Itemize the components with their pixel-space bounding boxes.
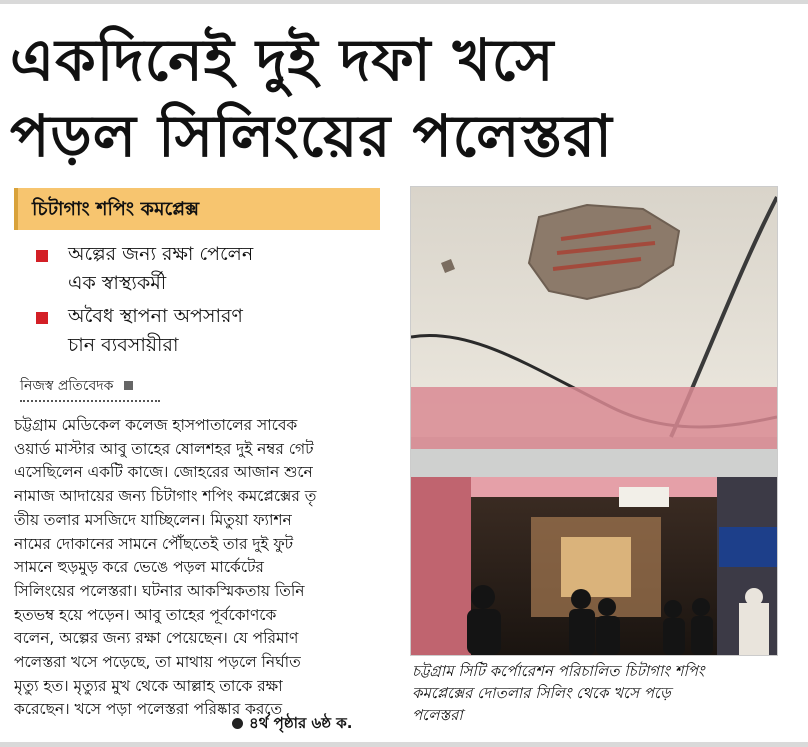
highlights-list xyxy=(30,240,390,364)
body-line: চট্টগ্রাম মেডিকেল কলেজ হাসপাতালের সাবেক xyxy=(14,416,298,434)
highlight-line: চান ব্যবসায়ীরা xyxy=(68,334,179,356)
continuation-note[interactable] xyxy=(232,712,352,737)
highlight-line: এক স্বাস্থ্যকর্মী xyxy=(68,272,167,294)
jump-dot-icon xyxy=(232,718,243,729)
byline-text: নিজস্ব প্রতিবেদক xyxy=(20,378,114,394)
news-photo xyxy=(410,186,778,656)
caption-line: চট্টগ্রাম সিটি কর্পোরেশন পরিচালিত চিটাগাং শপিং xyxy=(412,662,705,680)
body-line: হতভম্ব হয়ে পড়েন। আবু তাহের পূর্বকোণকে xyxy=(14,605,277,624)
body-line: তীয় তলার মসজিদে যাচ্ছিলেন। মিতুয়া ফ্যাশন xyxy=(14,510,292,529)
photo-caption xyxy=(412,660,802,726)
highlight-line: অল্পের জন্য রক্ষা পেলেন xyxy=(68,243,254,265)
headline-line-1: একদিনেই দুই দফা খসে xyxy=(10,26,555,94)
kicker-banner xyxy=(14,188,380,230)
bottom-rule xyxy=(0,742,808,747)
caption-line: পলেস্তরা xyxy=(412,706,463,724)
ceiling-collapse-photo xyxy=(411,187,777,655)
byline xyxy=(20,374,133,398)
top-rule xyxy=(0,0,808,4)
body-line: ওয়ার্ড মাস্টার আবু তাহের ষোলশহর দুই নম্বর গেট xyxy=(14,439,314,458)
byline-square-icon xyxy=(124,381,133,390)
body-line: নামের দোকানের সামনে পৌঁছতেই তার দুই ফুট xyxy=(14,534,293,553)
highlight-item xyxy=(30,302,390,360)
body-line: করেছেন। খসে পড়া পলেস্তরা পরিষ্কার করতে xyxy=(14,700,283,719)
headline xyxy=(10,22,800,174)
body-line: নামাজ আদায়ের জন্য চিটাগাং শপিং কমপ্লেক্সের তৃ xyxy=(14,487,317,506)
highlight-line: অবৈধ স্থাপনা অপসারণ xyxy=(68,305,243,327)
body-line: সামনে হুড়মুড় করে ভেঙে পড়ল মার্কেটের xyxy=(14,558,264,577)
caption-line: কমপ্লেক্সের দোতলার সিলিং থেকে খসে পড়ে xyxy=(412,684,671,702)
body-line: মৃত্যু হত। মৃত্যুর মুখ থেকে আল্লাহ তাকে রক্ষা xyxy=(14,676,283,695)
kicker-text: চিটাগাং শপিং কমপ্লেক্স xyxy=(32,198,200,220)
continuation-text: ৪র্থ পৃষ্ঠার ৬ষ্ঠ ক. xyxy=(249,714,353,732)
headline-line-2: পড়ল সিলিংয়ের পলেস্তরা xyxy=(10,102,613,170)
highlight-item xyxy=(30,240,390,298)
body-line: এসেছিলেন একটি কাজে। জোহরের আজান শুনে xyxy=(14,463,313,482)
dotted-divider xyxy=(20,400,160,402)
bullet-square-icon xyxy=(36,250,48,262)
kicker-accent xyxy=(14,188,18,230)
bullet-square-icon xyxy=(36,312,48,324)
body-line: বলেন, অল্পের জন্য রক্ষা পেয়েছেন। যে পরিমাণ xyxy=(14,629,299,648)
body-line: সিলিংয়ের পলেস্তরা। ঘটনার আকস্মিকতায় তিনি xyxy=(14,581,305,600)
body-line: পলেস্তরা খসে পড়েছে, তা মাথায় পড়লে নির্ঘাত xyxy=(14,653,301,672)
article-body xyxy=(14,414,394,722)
